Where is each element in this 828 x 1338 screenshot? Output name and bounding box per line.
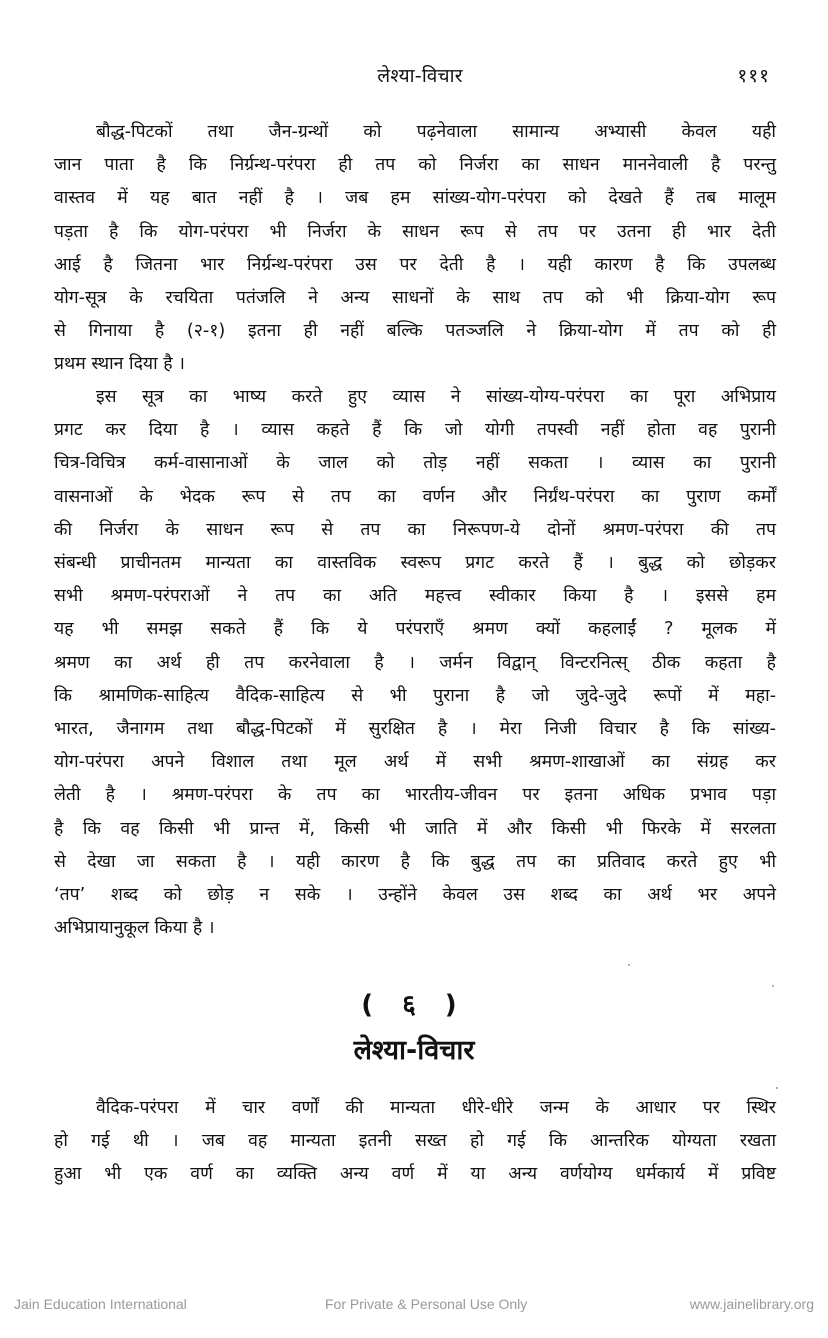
- text-line: की निर्जरा के साधन रूप से तप का निरूपण-ये दोनों श्रमण-परंपरा की तप: [54, 519, 776, 540]
- text-line: है कि वह किसी भी प्रान्त में, किसी भी जाति में और किसी भी फिरके में सरलता: [54, 818, 776, 839]
- page-number: १११: [737, 65, 770, 87]
- running-title: लेश्या-विचार: [377, 65, 463, 87]
- scan-speck: [776, 1087, 778, 1089]
- footer-publisher: Jain Education International: [14, 1296, 187, 1312]
- text-line: हो गई थी । जब वह मान्यता इतनी सख्त हो गई कि आन्तरिक योग्यता रखता: [54, 1131, 776, 1152]
- text-line: चित्र-विचित्र कर्म-वासानाओं के जाल को तोड़ नहीं सकता । व्यास का पुरानी: [54, 453, 776, 474]
- footer: [0, 1296, 828, 1320]
- footer-usage-notice: For Private & Personal Use Only: [325, 1296, 528, 1312]
- text-line: वासनाओं के भेदक रूप से तप का वर्णन और निर्ग्रंथ-परंपरा का पुराण कर्मों: [54, 486, 776, 507]
- text-line: योग-परंपरा अपने विशाल तथा मूल अर्थ में सभी श्रमण-शाखाओं का संग्रह कर: [54, 752, 776, 773]
- text-line: लेती है । श्रमण-परंपरा के तप का भारतीय-जीवन पर इतना अधिक प्रभाव पड़ा: [54, 785, 776, 806]
- text-line: वास्तव में यह बात नहीं है । जब हम सांख्य-योग-परंपरा को देखते हैं तब मालूम: [54, 188, 776, 209]
- text-line: ‘तप’ शब्द को छोड़ न सके । उन्होंने केवल उस शब्द का अर्थ भर अपने: [54, 885, 776, 906]
- running-header: [60, 60, 780, 94]
- text-line: प्रगट कर दिया है । व्यास कहते हैं कि जो योगी तपस्वी नहीं होता वह पुरानी: [54, 420, 776, 441]
- text-line: इस सूत्र का भाष्य करते हुए व्यास ने सांख्य-योग्य-परंपरा का पूरा अभिप्राय: [96, 387, 776, 407]
- text-line: से गिनाया है (२-१) इतना ही नहीं बल्कि पतञ्जलि ने क्रिया-योग में तप को ही: [54, 321, 776, 342]
- text-line: सभी श्रमण-परंपराओं ने तप का अति महत्त्व स्वीकार किया है । इससे हम: [54, 586, 776, 607]
- text-line: संबन्धी प्राचीनतम मान्यता का वास्तविक स्वरूप प्रगट करते हैं । बुद्ध को छोड़कर: [54, 553, 776, 574]
- text-line: भारत, जैनागम तथा बौद्ध-पिटकों में सुरक्षित है । मेरा निजी विचार है कि सांख्य-: [54, 719, 776, 740]
- text-line: प्रथम स्थान दिया है ।: [54, 354, 185, 375]
- paragraph-2: [54, 381, 776, 945]
- scan-speck: [628, 964, 630, 966]
- text-line: कि श्रामणिक-साहित्य वैदिक-साहित्य से भी पुराना है जो जुदे-जुदे रूपों में महा-: [54, 685, 776, 706]
- text-line: हुआ भी एक वर्ण का व्यक्ति अन्य वर्ण में या अन्य वर्णयोग्य धर्मकार्य में प्रविष्ट: [54, 1164, 776, 1185]
- text-line: श्रमण का अर्थ ही तप करनेवाला है । जर्मन विद्वान् विन्टरनित्स् ठीक कहता है: [54, 652, 776, 673]
- text-line: जान पाता है कि निर्ग्रन्थ-परंपरा ही तप को निर्जरा का साधन माननेवाली है परन्तु: [54, 155, 776, 176]
- text-line: पड़ता है कि योग-परंपरा भी निर्जरा के साधन रूप से तप पर उतना ही भार देती: [54, 221, 776, 242]
- text-line: वैदिक-परंपरा में चार वर्णों की मान्यता धीरे-धीरे जन्म के आधार पर स्थिर: [96, 1098, 776, 1118]
- section-number: ( ६ ): [361, 990, 467, 1020]
- text-line: से देखा जा सकता है । यही कारण है कि बुद्ध तप का प्रतिवाद करते हुए भी: [54, 851, 776, 872]
- footer-website-link[interactable]: www.jainelibrary.org: [689, 1296, 814, 1312]
- text-line: आई है जितना भार निर्ग्रन्थ-परंपरा उस पर देती है । यही कारण है कि उपलब्ध: [54, 254, 776, 275]
- text-line: यह भी समझ सकते हैं कि ये परंपराएँ श्रमण क्यों कहलाईं ? मूलक में: [54, 619, 776, 640]
- paragraph-3: [54, 1092, 776, 1192]
- paragraph-1: [54, 116, 776, 382]
- text-line: योग-सूत्र के रचयिता पतंजलि ने अन्य साधनों के साथ तप को भी क्रिया-योग रूप: [54, 288, 776, 309]
- text-line: बौद्ध-पिटकों तथा जैन-ग्रन्थों को पढ़नेवाला सामान्य अभ्यासी केवल यही: [96, 122, 776, 142]
- scan-speck: [772, 985, 774, 987]
- text-line: अभिप्रायानुकूल किया है ।: [54, 918, 215, 939]
- section-title: लेश्या-विचार: [353, 1035, 475, 1066]
